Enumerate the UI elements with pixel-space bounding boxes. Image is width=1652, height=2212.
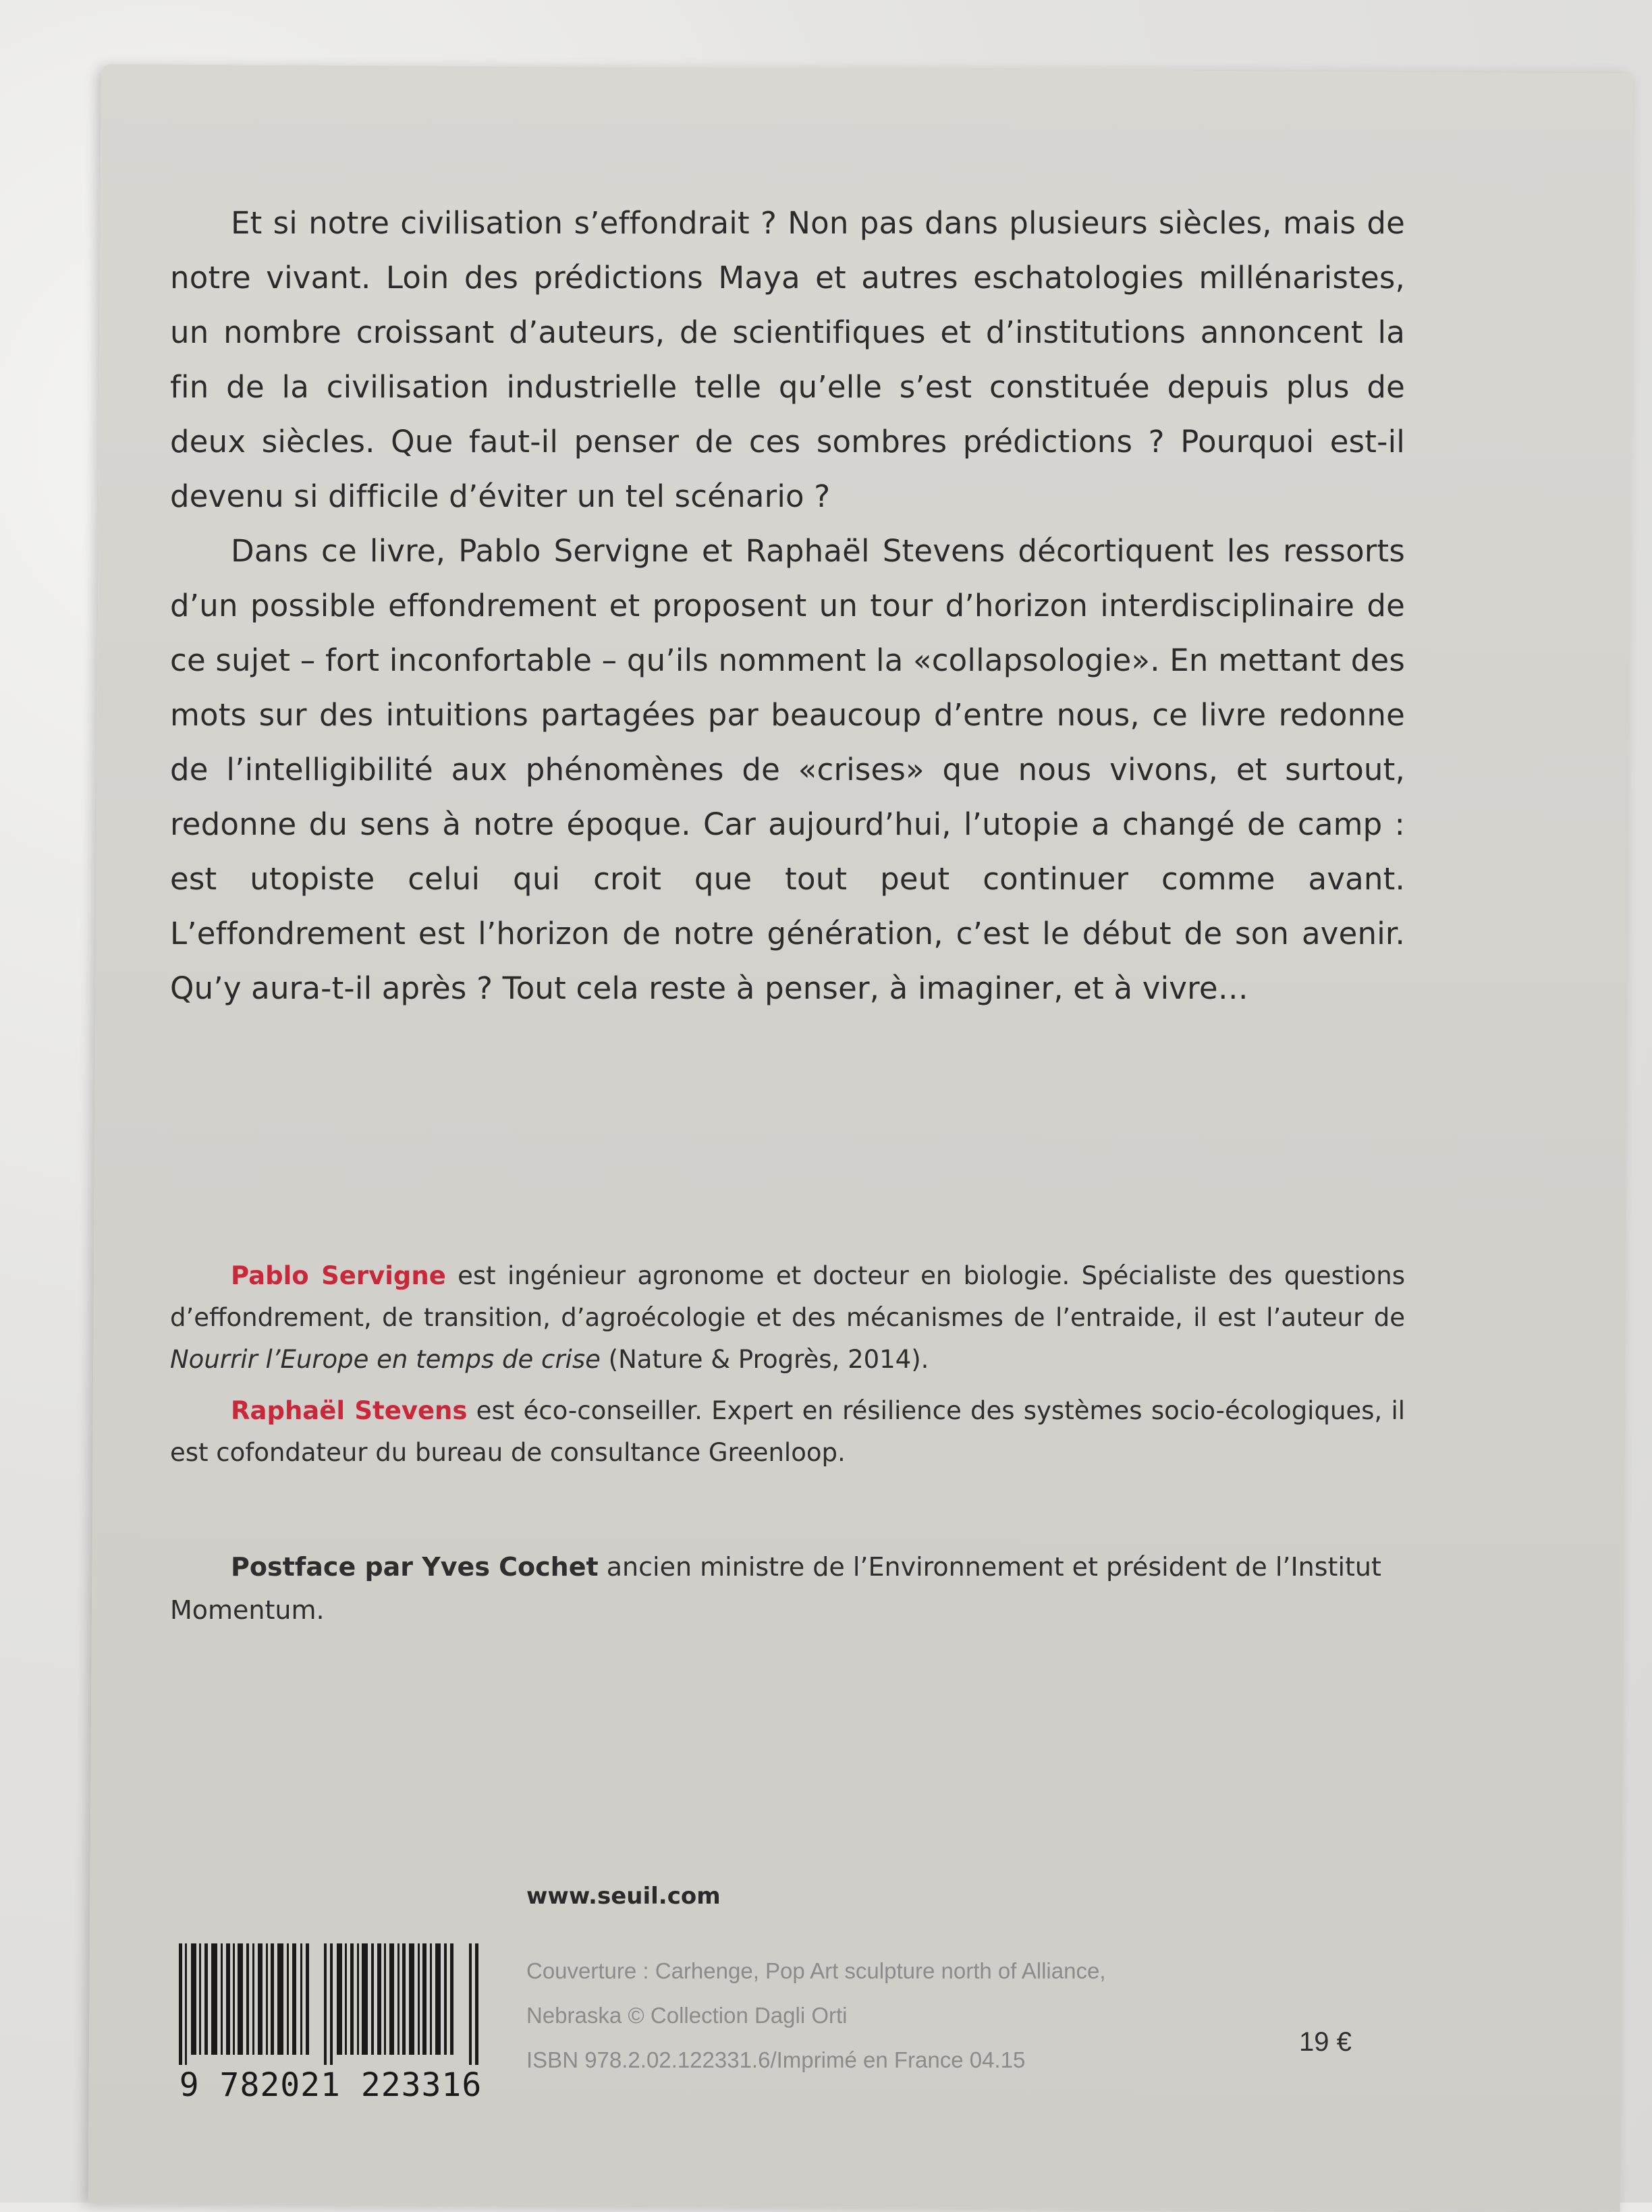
blurb-text [170,196,1405,1016]
servigne-book-title: Nourrir l’Europe en temps de crise [170,1345,601,1374]
stevens-bio-text: est éco-conseiller. Expert en résilience des systèmes socio-écologiques, il est cofondateur du bureau de consultance Greenloop. [170,1396,1406,1467]
servigne-bio [170,1255,1405,1381]
stevens-name: Raphaël Stevens [231,1396,468,1425]
stevens-bio [170,1390,1405,1474]
barcode-digits: 9 782021 223316 [179,2066,483,2104]
servigne-name: Pablo Servigne [231,1261,446,1290]
credit-line-2: Nebraska © Collection Dagli Orti [526,2003,848,2028]
postface-label: Postface par Yves Cochet [231,1552,599,1582]
barcode-bars [172,1943,489,2065]
blurb-paragraph-2: Dans ce livre, Pablo Servigne et Raphaël Stevens décortiquent les ressorts d’un possible effondrement et proposent un tour d’horizon interdisciplinaire de ce sujet – fort inconfortable – qu’ils nomment la «collapsologie». En mettant des mots sur des intuitions partagées par beaucoup d’entre nous, ce livre redonne de l’intelligibilité aux phénomènes de «crises» que nous vivons, et surtout, redonne du sens à notre époque. Car aujourd’hui, l’utopie a changé de camp : est utopiste celui qui croit que tout peut continuer comme avant. L’effondrement est l’horizon de notre génération, c’est le début de son avenir. Qu’y aura-t-il après ? Tout cela reste à penser, à imaginer, et à vivre… [170,533,1405,1006]
postface-paragraph [170,1545,1405,1632]
cover-credits [526,1949,1269,2082]
publisher-website: www.seuil.com [526,1883,721,1910]
servigne-bio-text-2: (Nature & Progrès, 2014). [600,1345,929,1374]
postface [170,1545,1405,1632]
author-bios [170,1255,1405,1483]
isbn-line: ISBN 978.2.02.122331.6/Imprimé en France 04.15 [526,2047,1026,2072]
servigne-bio-text-1: est ingénieur agronome et docteur en biologie. Spécialiste des questions d’effondrement, de transition, d’agroécologie et des mécanismes de l’entraide, il est l’auteur de [170,1261,1405,1332]
price-label: 19 € [1299,2027,1352,2057]
postface-text: ancien ministre de l’Environnement et président de l’Institut Momentum. [170,1552,1381,1625]
credit-line-1: Couverture : Carhenge, Pop Art sculpture north of Alliance, [526,1958,1106,1983]
blurb-paragraph-1: Et si notre civilisation s’effondrait ? Non pas dans plusieurs siècles, mais de notre vivant. Loin des prédictions Maya et autres eschatologies millénaristes, un nombre croissant d’auteurs, de scientifiques et d’institutions annoncent la fin de la civilisation industrielle telle qu’elle s’est constituée depuis plus de deux siècles. Que faut-il penser de ces sombres prédictions ? Pourquoi est-il devenu si difficile d’éviter un tel scénario ? [170,205,1405,514]
